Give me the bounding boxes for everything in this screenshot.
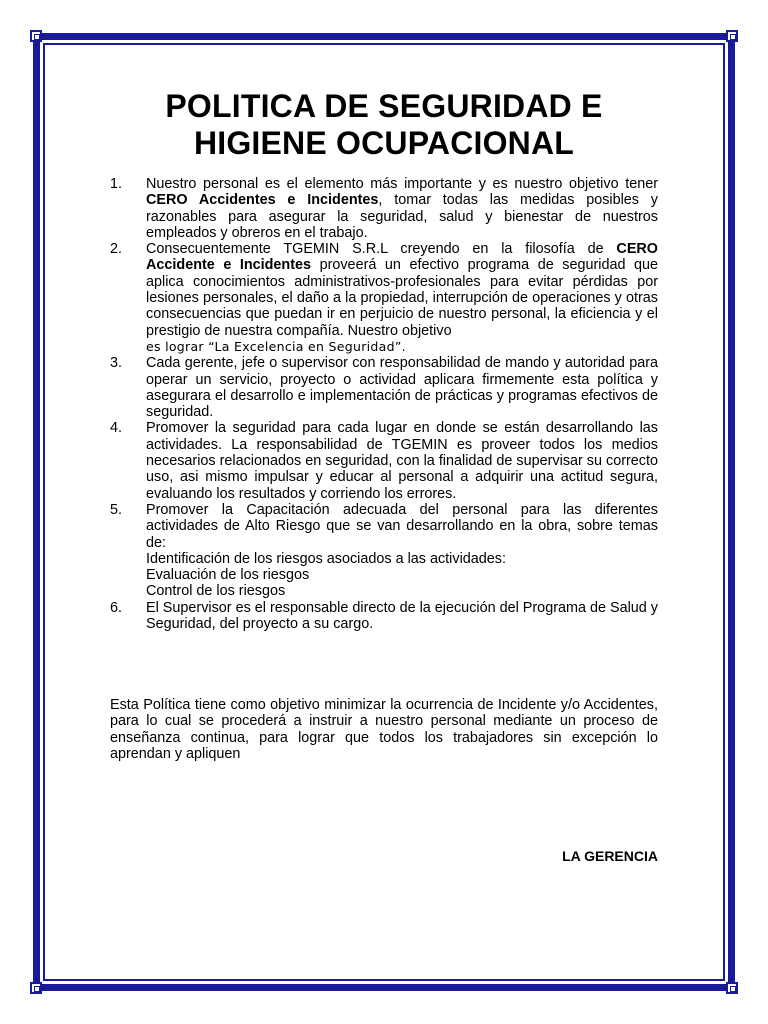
item-text: Consecuentemente TGEMIN S.R.L creyendo en la filosofía de xyxy=(146,241,617,258)
title-line-2: HIGIENE OCUPACIONAL xyxy=(193,125,575,161)
item-number: 4. xyxy=(110,420,123,437)
policy-item-5 xyxy=(110,502,658,600)
item-number: 3. xyxy=(110,355,123,372)
item-text: Nuestro personal es el elemento más importante y es nuestro objetivo tener xyxy=(146,176,658,192)
sub-topic: Identificación de los riesgos asociados a las actividades: xyxy=(146,550,506,567)
item-emphasis: CERO Accidentes e Incidentes xyxy=(146,192,379,209)
item-text-continued: , tomar todas las medidas posibles y razonables para asegurar la seguridad, salud y bienestar de nuestros empleados y obreros en el trabajo. xyxy=(146,192,658,241)
item-text: Promover la seguridad para cada lugar en donde se están desarrollando las actividades. La responsabilidad de TGEMIN es proveer todos los medios necesarios relacionados en seguridad, con la finalidad de supervisar su correcto uso, asi mismo impulsar y educar al personal a adquirir una actitud segura, evaluando los resultados y corriendo los errores. xyxy=(146,420,658,502)
item-text: Cada gerente, jefe o supervisor con responsabilidad de mando y autoridad para operar un servicio, proyecto o actividad aplicara firmemente esta política y asegurara el desarrollo e implementación de prácticas y programas efectivos de seguridad. xyxy=(146,355,658,421)
policy-item-1 xyxy=(110,176,658,241)
item-number: 2. xyxy=(110,241,123,258)
closing-paragraph: Esta Política tiene como objetivo minimizar la ocurrencia de Incidente y/o Accidentes, para lo cual se procederá a instruir a nuestro personal mediante un proceso de enseñanza continua, para lograr que todos los trabajadores sin excepción lo aprendan y apliquen xyxy=(110,697,658,762)
corner-ornament-bottom-left xyxy=(30,982,42,994)
corner-ornament-top-left xyxy=(30,30,42,42)
policy-list xyxy=(110,176,658,632)
item-number: 1. xyxy=(110,176,123,192)
sub-topic: Control de los riesgos xyxy=(146,583,286,600)
item-text-tail: es lograr “La Excelencia en Seguridad”. xyxy=(146,338,406,354)
corner-ornament-bottom-right xyxy=(726,982,738,994)
policy-item-4 xyxy=(110,420,658,501)
corner-ornament-top-right xyxy=(726,30,738,42)
item-number: 5. xyxy=(110,501,123,518)
document-title xyxy=(110,88,658,162)
policy-item-6 xyxy=(110,600,658,633)
policy-item-2 xyxy=(110,241,658,355)
item-number: 6. xyxy=(110,599,123,616)
item-text: El Supervisor es el responsable directo de la ejecución del Programa de Salud y Seguridad, del proyecto a su cargo. xyxy=(146,599,658,633)
title-line-1: POLITICA DE SEGURIDAD E xyxy=(165,88,603,124)
policy-item-3 xyxy=(110,355,658,420)
item-text: Promover la Capacitación adecuada del personal para las diferentes actividades de Alto Riesgo que se van desarrollando en la obra, sobre temas de: xyxy=(146,501,658,551)
sub-topic: Evaluación de los riesgos xyxy=(146,567,310,584)
item-text-continued: proveerá un efectivo programa de seguridad que aplica conocimientos administrativos-profesionales para evitar pérdidas por lesiones personales, el daño a la propiedad, interrupción de operaciones y otras consecuencias que puedan ir en perjuicio de nuestro personal, la eficiencia y el prestigio de nuestra compañía. Nuestro objetivo xyxy=(146,257,658,339)
item-emphasis: CERO Accidente e Incidentes xyxy=(146,241,658,274)
signature-label: LA GERENCIA xyxy=(562,848,658,864)
